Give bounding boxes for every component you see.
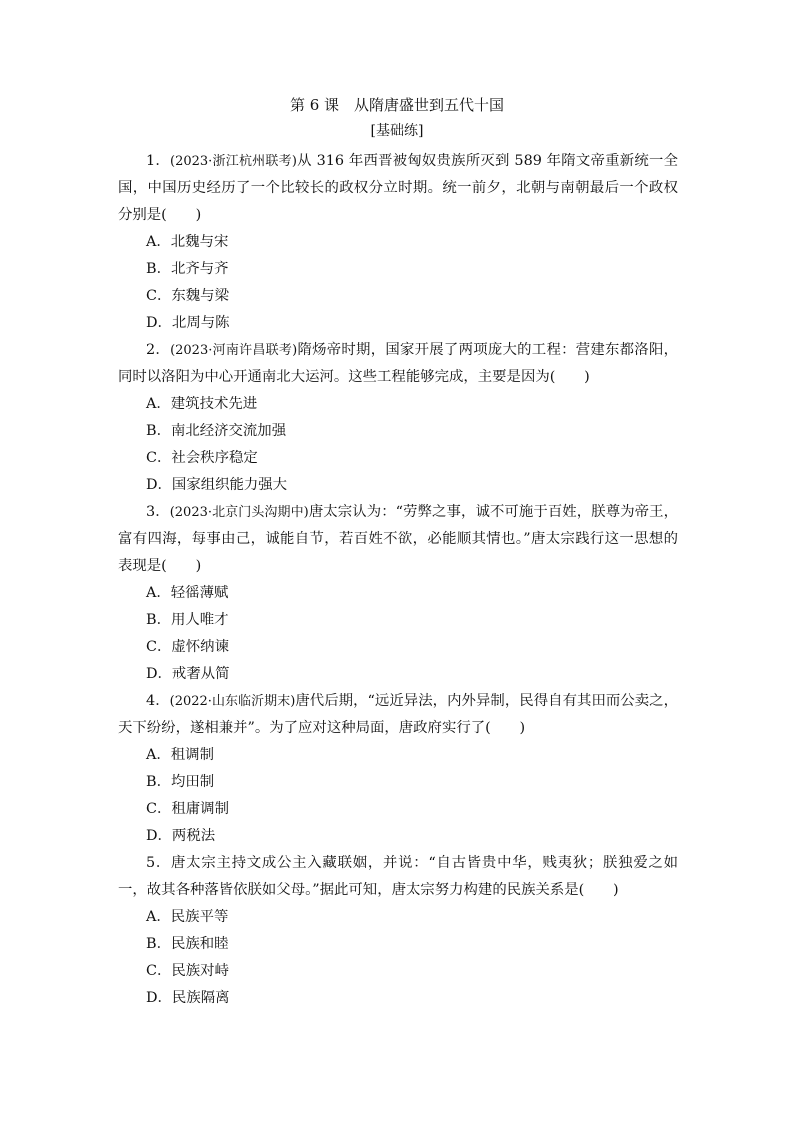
- question-2: [118, 337, 678, 499]
- option-a: A．轻徭薄赋: [146, 585, 229, 601]
- question-source: (2022·山东临沂期末): [169, 694, 296, 709]
- option-d: D．国家组织能力强大: [146, 477, 288, 493]
- option-a: A．租调制: [146, 747, 214, 763]
- question-3: [118, 499, 678, 688]
- option-d: D．两税法: [146, 828, 216, 844]
- option-b: B．南北经济交流加强: [146, 423, 287, 439]
- option-a: A．北魏与宋: [146, 234, 229, 250]
- question-stem: [118, 850, 678, 904]
- option-b: B．均田制: [146, 774, 215, 790]
- option-c: C．社会秩序稳定: [146, 450, 258, 466]
- question-source: (2023·北京门头沟期中): [169, 505, 309, 520]
- question-source: (2023·浙江杭州联考): [170, 154, 297, 169]
- section-label: [基础练]: [370, 123, 424, 139]
- question-1: [118, 148, 678, 337]
- question-number: 1．: [146, 153, 170, 169]
- question-stem: [118, 337, 678, 391]
- question-list: [118, 148, 678, 1012]
- question-stem: [118, 499, 678, 580]
- question-text: 唐代后期，“远近异法，内外异制，民得自有其田而公卖之，天下纷纷，遂相兼并”。为了应对这种局面，唐政府实行了( ): [118, 693, 678, 736]
- option-a: A．建筑技术先进: [146, 396, 258, 412]
- question-text: 从 316 年西晋被匈奴贵族所灭到 589 年隋文帝重新统一全国，中国历史经历了一个比较长的政权分立时期。统一前夕，北朝与南朝最后一个政权分别是( ): [118, 153, 678, 223]
- option-a: A．民族平等: [146, 909, 229, 925]
- option-b: B．民族和睦: [146, 936, 229, 952]
- question-number: 5．: [146, 855, 172, 871]
- question-stem: [118, 688, 678, 742]
- option-list: [118, 742, 678, 850]
- lesson-title: 第 6 课 从隋唐盛世到五代十国: [289, 96, 505, 114]
- option-list: [118, 229, 678, 337]
- question-stem: [118, 148, 678, 229]
- option-list: [118, 904, 678, 1012]
- option-c: C．民族对峙: [146, 963, 229, 979]
- option-b: B．用人唯才: [146, 612, 229, 628]
- option-b: B．北齐与齐: [146, 261, 229, 277]
- option-d: D．北周与陈: [146, 315, 230, 331]
- question-4: [118, 688, 678, 850]
- option-d: D．民族隔离: [146, 990, 230, 1006]
- question-number: 4．: [146, 693, 170, 709]
- option-list: [118, 580, 678, 688]
- question-text: 唐太宗认为：“劳弊之事，诚不可施于百姓，朕尊为帝王，富有四海，每事由己，诚能自节，若百姓不欲，必能顺其情也。”唐太宗践行这一思想的表现是( ): [118, 504, 679, 574]
- question-5: [118, 850, 678, 1012]
- question-number: 2．: [146, 342, 171, 358]
- question-text: 唐太宗主持文成公主入藏联姻，并说：“自古皆贵中华，贱夷狄；朕独爱之如一，故其各种落皆依朕如父母。”据此可知，唐太宗努力构建的民族关系是( ): [118, 855, 678, 898]
- option-c: C．虚怀纳谏: [146, 639, 229, 655]
- option-d: D．戒奢从简: [146, 666, 230, 682]
- option-c: C．租庸调制: [146, 801, 229, 817]
- question-number: 3．: [146, 504, 170, 520]
- question-source: (2023·河南许昌联考): [170, 343, 298, 358]
- option-c: C．东魏与梁: [146, 288, 229, 304]
- option-list: [118, 391, 678, 499]
- question-text: 隋炀帝时期，国家开展了两项庞大的工程：营建东都洛阳，同时以洛阳为中心开通南北大运河。这些工程能够完成，主要是因为( ): [118, 342, 678, 385]
